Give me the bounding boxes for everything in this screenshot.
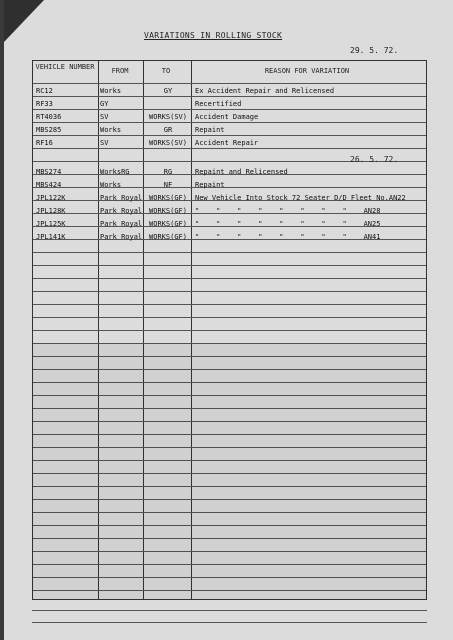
- reason-cell: Ex Accident Repair and Relicensed: [195, 87, 335, 95]
- to-cell: WORKS(SV): [149, 139, 187, 147]
- reason-cell: " " " " " " " " AN28: [195, 207, 381, 215]
- vehicle-number-cell: JPL128K: [36, 207, 66, 215]
- reason-cell: Repaint: [195, 181, 225, 189]
- from-cell: Works: [100, 126, 122, 134]
- vehicle-number-cell: JPL122K: [36, 194, 66, 202]
- row-rule: [33, 304, 426, 305]
- vehicle-number-cell: JPL141K: [36, 233, 66, 241]
- reason-cell: New Vehicle Into Stock 72 Seater D/D Fleet No.AN22: [195, 194, 406, 202]
- header-vehicle-number: VEHICLE NUMBER: [35, 63, 95, 71]
- vehicle-number-cell: MBS285: [36, 126, 62, 134]
- header-to: TO: [161, 67, 171, 75]
- to-cell: WORKS(GF): [149, 194, 187, 202]
- document-page: [4, 0, 453, 640]
- reason-cell: " " " " " " " " AN25: [195, 220, 381, 228]
- page-corner-shadow: [4, 0, 44, 42]
- reason-cell: Recertified: [195, 100, 242, 108]
- to-cell: NF: [163, 181, 173, 189]
- to-cell: GY: [163, 87, 173, 95]
- vehicle-number-cell: RC12: [36, 87, 53, 95]
- from-cell: SV: [100, 139, 109, 147]
- row-rule: [33, 252, 426, 253]
- date-primary: 29. 5. 72.: [350, 46, 399, 55]
- row-rule: [33, 330, 426, 331]
- to-cell: WORKS(GF): [149, 220, 187, 228]
- vehicle-number-cell: JPL125K: [36, 220, 66, 228]
- reason-cell: Repaint: [195, 126, 225, 134]
- vehicle-number-cell: RT4036: [36, 113, 62, 121]
- row-rule: [33, 135, 426, 136]
- row-rule: [33, 291, 426, 292]
- row-rule: [33, 83, 426, 84]
- header-reason: REASON FOR VARIATION: [264, 67, 350, 75]
- from-cell: Park Royal: [100, 233, 142, 241]
- from-cell: Works: [100, 181, 122, 189]
- from-cell: SV: [100, 113, 109, 121]
- to-cell: RG: [163, 168, 173, 176]
- to-cell: WORKS(GF): [149, 233, 187, 241]
- to-cell: WORKS(SV): [149, 113, 187, 121]
- to-cell: GR: [163, 126, 173, 134]
- reason-cell: Accident Damage: [195, 113, 259, 121]
- row-rule: [33, 278, 426, 279]
- row-rule: [33, 148, 426, 149]
- row-rule: [33, 317, 426, 318]
- row-rule: [33, 265, 426, 266]
- row-rule: [33, 122, 426, 123]
- footer-rule: [32, 622, 427, 623]
- from-cell: WorksRG: [100, 168, 130, 176]
- reason-cell: " " " " " " " " AN41: [195, 233, 381, 241]
- document-title: VARIATIONS IN ROLLING STOCK: [144, 31, 283, 40]
- vehicle-number-cell: RF33: [36, 100, 53, 108]
- from-cell: Park Royal: [100, 194, 142, 202]
- vehicle-number-cell: RF16: [36, 139, 53, 147]
- date-secondary: 26. 5. 72.: [350, 155, 399, 164]
- from-cell: GY: [100, 100, 109, 108]
- row-rule: [33, 96, 426, 97]
- from-cell: Park Royal: [100, 220, 142, 228]
- footer-rule: [32, 610, 427, 611]
- vehicle-number-cell: MBS274: [36, 168, 62, 176]
- to-cell: WORKS(GF): [149, 207, 187, 215]
- header-from: FROM: [111, 67, 129, 75]
- row-rule: [33, 109, 426, 110]
- from-cell: Park Royal: [100, 207, 142, 215]
- reason-cell: Accident Repair: [195, 139, 259, 147]
- lower-shaded-area: [32, 343, 427, 600]
- reason-cell: Repaint and Relicensed: [195, 168, 288, 176]
- vehicle-number-cell: MBS424: [36, 181, 62, 189]
- from-cell: Works: [100, 87, 122, 95]
